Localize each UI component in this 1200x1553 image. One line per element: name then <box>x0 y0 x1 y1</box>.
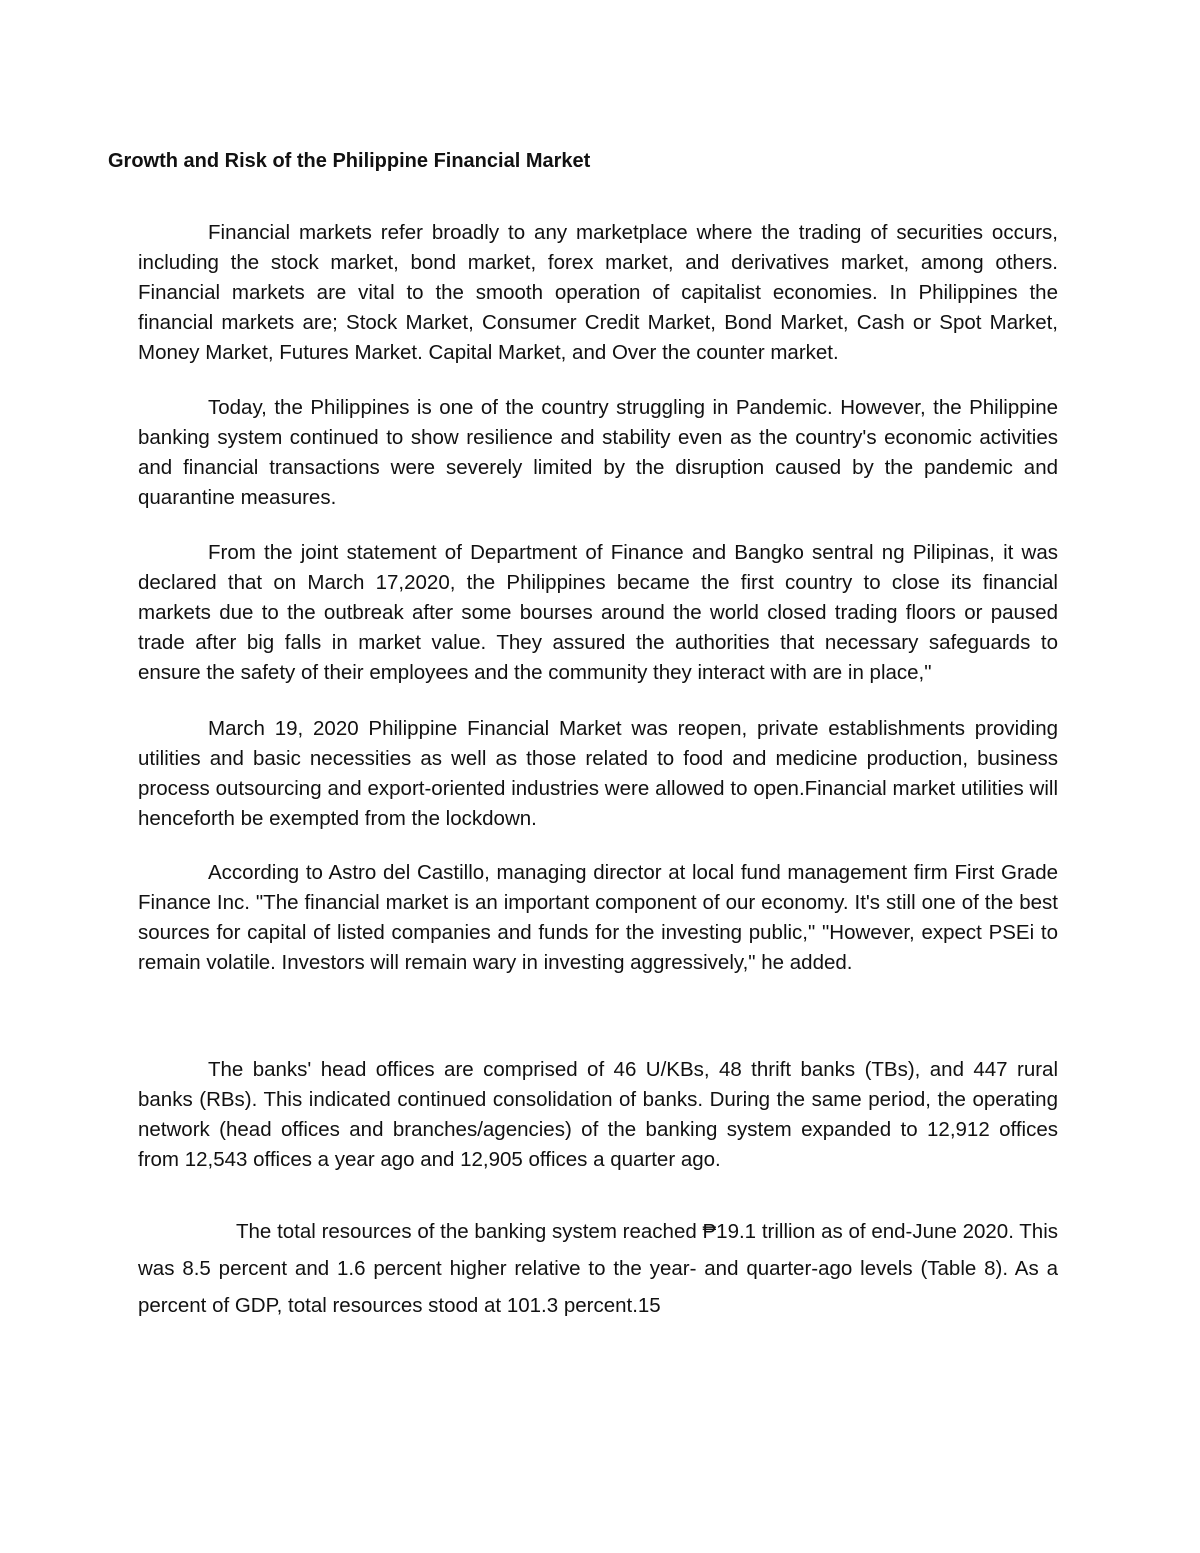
paragraph-financial-markets: Financial markets refer broadly to any marketplace where the trading of securities occurs, including the stock market, bond market, forex market, and derivatives market, among others. Financial markets are vital to the smooth operation of capitalist economies. In Philippines the financial markets are; Stock Market, Consumer Credit Market, Bond Market, Cash or Spot Market, Money Market, Futures Market. Capital Market, and Over the counter market. <box>138 220 1058 364</box>
paragraph-market-reopen: March 19, 2020 Philippine Financial Market was reopen, private establishments providing utilities and basic necessities as well as those related to food and medicine production, business process outsourcing and export-oriented industries were allowed to open.Financial market utilities will henceforth be exempted from the lockdown. <box>138 716 1058 830</box>
paragraph-bank-offices: The banks' head offices are comprised of 46 U/KBs, 48 thrift banks (TBs), and 447 rural banks (RBs). This indicated continued consolidation of banks. During the same period, the operating network (head offices and branches/agencies) of the banking system expanded to 12,912 offices from 12,543 offices a year ago and 12,905 offices a quarter ago. <box>138 1057 1058 1171</box>
paragraph-quote: According to Astro del Castillo, managing director at local fund management firm First Grade Finance Inc. "The financial market is an important component of our economy. It's still one of the best sources for capital of listed companies and funds for the investing public," "However, expect PSEi to remain volatile. Investors will remain wary in investing aggressively," he added. <box>138 860 1058 974</box>
paragraph-total-resources: The total resources of the banking system reached ₱19.1 trillion as of end-June 2020. This was 8.5 percent and 1.6 percent higher relative to the year- and quarter-ago levels (Table 8). As a percent of GDP, total resources stood at 101.3 percent.15 <box>138 1219 1058 1317</box>
document-title: Growth and Risk of the Philippine Financial Market <box>108 150 591 172</box>
paragraph-market-closure: From the joint statement of Department of Finance and Bangko sentral ng Pilipinas, it was declared that on March 17,2020, the Philippines became the first country to close its financial markets due to the outbreak after some bourses around the world closed trading floors or paused trade after big falls in market value. They assured the authorities that necessary safeguards to ensure the safety of their employees and the community they interact with are in place," <box>138 540 1058 684</box>
paragraph-pandemic: Today, the Philippines is one of the country struggling in Pandemic. However, the Philippine banking system continued to show resilience and stability even as the country's economic activities and financial transactions were severely limited by the disruption caused by the pandemic and quarantine measures. <box>138 395 1058 509</box>
